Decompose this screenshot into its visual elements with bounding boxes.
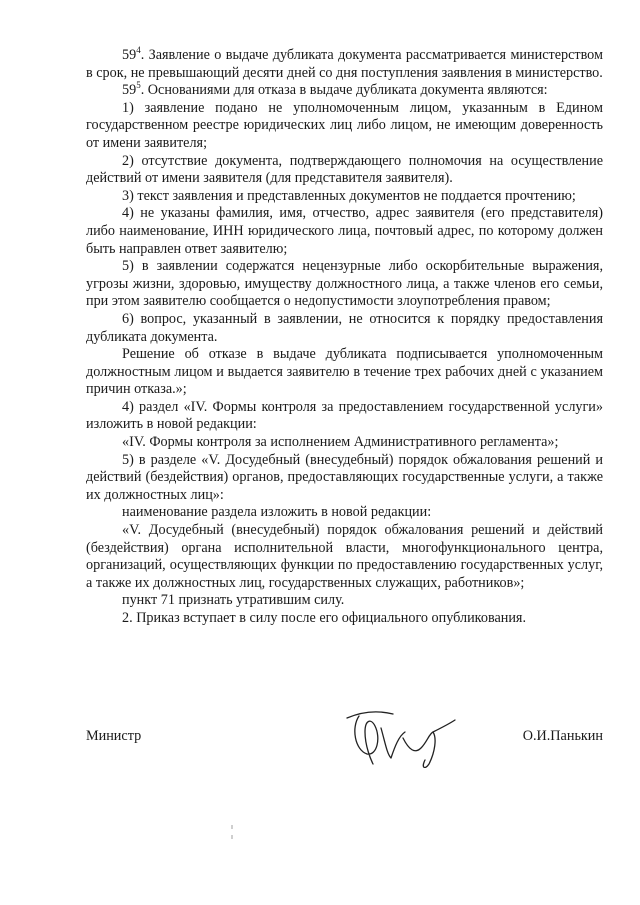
- refusal-ground-5: 5) в заявлении содержатся нецензурные либо оскорбительные выражения, угрозы жизни, здоровью, имуществу должностного лица, а также членов его семьи, при этом заявителю сообщается о недопустимости злоупотребления правом;: [86, 258, 603, 310]
- refusal-decision-paragraph: Решение об отказе в выдаче дубликата подписывается уполномоченным должностным лицом и выдается заявителю в течение трех рабочих дней с указанием причин отказа.»;: [86, 346, 603, 398]
- refusal-ground-2: 2) отсутствие документа, подтверждающего полномочия на осуществление действий от имени заявителя (для представителя заявителя).: [86, 152, 603, 187]
- amendment-item-4: 4) раздел «IV. Формы контроля за предоставлением государственной услуги» изложить в новой редакции:: [86, 398, 603, 433]
- refusal-ground-1: 1) заявление подано не уполномоченным лицом, указанным в Едином государственном реестре юридических лиц либо лицом, не имеющим доверенность от имени заявителя;: [86, 99, 603, 151]
- clause-71-paragraph: пункт 71 признать утратившим силу.: [122, 592, 345, 609]
- section-v-title: «V. Досудебный (внесудебный) порядок обжалования решений и действий (бездействия) органа исполнительной власти, многофункционального центра, организаций, осуществляющих функции по предоставлению государственных услуг, а также их должностных лиц, государственных служащих, работников»;: [86, 522, 603, 591]
- signature-block: [86, 720, 603, 780]
- refusal-ground-6: 6) вопрос, указанный в заявлении, не относится к порядку предоставления дубликата документа.: [86, 310, 603, 345]
- refusal-ground-4: 4) не указаны фамилия, имя, отчество, адрес заявителя (его представителя) либо наименование, ИНН юридического лица, почтовый адрес, по которому должен быть направлен ответ заявителю;: [86, 205, 603, 257]
- handwritten-signature-icon: [341, 698, 461, 768]
- document-body: [86, 47, 603, 628]
- paragraph-59-4: $59^4$. Заявление о выдаче дубликата документа рассматривается министерством в срок, не превышающий десяти дней со дня поступления заявления в министерство.: [86, 45, 603, 81]
- section-iv-title: «IV. Формы контроля за исполнением Административного регламента»;: [122, 434, 559, 451]
- section-rename-paragraph: наименование раздела изложить в новой редакции:: [122, 504, 432, 521]
- paragraph-59-5: $59^5$. Основаниями для отказа в выдаче дубликата документа являются:: [122, 80, 548, 99]
- refusal-ground-3: 3) текст заявления и представленных документов не поддается прочтению;: [122, 187, 576, 204]
- position-title: Министр: [86, 728, 142, 744]
- signatory-name: О.И.Панькин: [522, 728, 603, 744]
- order-effective-paragraph: 2. Приказ вступает в силу после его официального опубликования.: [122, 610, 527, 626]
- scan-artifact-mark: [230, 823, 234, 843]
- amendment-item-5: 5) в разделе «V. Досудебный (внесудебный) порядок обжалования решений и действий (бездействия) органов, предоставляющих государственные услуги, а также их должностных лиц»:: [86, 451, 603, 503]
